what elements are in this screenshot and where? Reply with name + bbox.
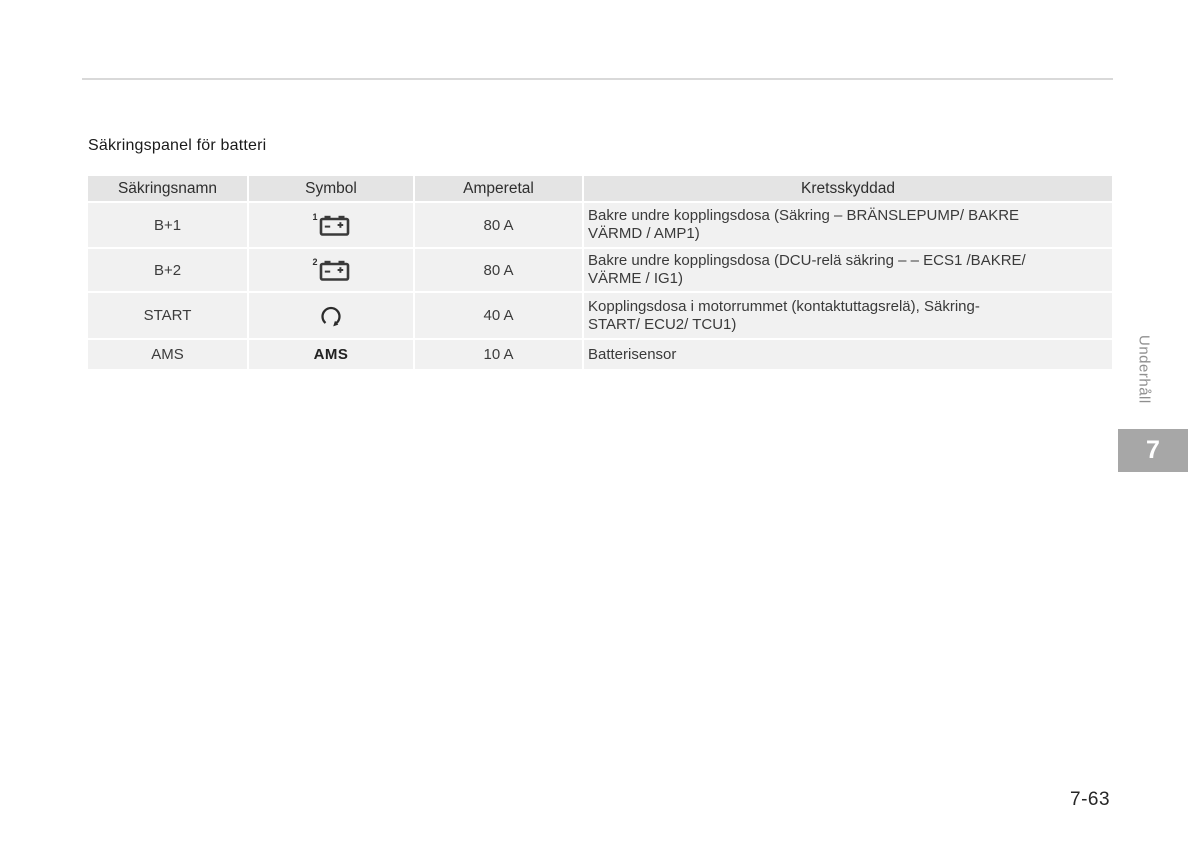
fuse-amperage-cell: 80 A bbox=[415, 203, 582, 247]
fuse-amperage-cell: 80 A bbox=[415, 249, 582, 291]
chapter-number-tab: 7 bbox=[1118, 429, 1188, 472]
column-header-fuse-name: Säkringsnamn bbox=[88, 176, 247, 201]
circuit-text-line: Batterisensor bbox=[588, 345, 677, 363]
fuse-name-cell: START bbox=[88, 293, 247, 338]
fuse-circuit-cell bbox=[584, 249, 1112, 291]
fuse-circuit-cell bbox=[584, 340, 1112, 369]
column-header-circuit: Kretsskyddad bbox=[584, 176, 1112, 201]
page-title: Säkringspanel för batteri bbox=[88, 137, 267, 154]
header-divider-rule bbox=[82, 78, 1113, 80]
circuit-text-line: VÄRME / IG1) bbox=[588, 270, 684, 287]
battery-icon bbox=[319, 215, 350, 236]
fuse-symbol-cell bbox=[249, 203, 413, 247]
column-header-symbol: Symbol bbox=[249, 176, 413, 201]
battery-icon bbox=[319, 260, 350, 281]
circuit-text-line: VÄRMD / AMP1) bbox=[588, 225, 700, 242]
fuse-table bbox=[88, 176, 1112, 369]
fuse-symbol-cell bbox=[249, 293, 413, 338]
battery-icon-superscript: 2 bbox=[312, 257, 318, 267]
fuse-symbol-cell bbox=[249, 249, 413, 291]
circuit-text-line: Kopplingsdosa i motorrummet (kontaktuttagsrelä), Säkring- bbox=[588, 297, 980, 315]
page-number: 7-63 bbox=[1070, 789, 1111, 810]
circuit-text-line: Bakre undre kopplingsdosa (Säkring – BRÄNSLEPUMP/ BAKRE bbox=[588, 207, 1020, 224]
start-circular-arrow-icon bbox=[318, 303, 344, 329]
chapter-side-label: Underhåll bbox=[1135, 335, 1153, 404]
column-header-amperage: Amperetal bbox=[415, 176, 582, 201]
fuse-amperage-cell: 10 A bbox=[415, 340, 582, 369]
circuit-text-line: Bakre undre kopplingsdosa (DCU-relä säkring – – ECS1 /BAKRE/ bbox=[588, 252, 1026, 269]
fuse-name-cell: B+2 bbox=[88, 249, 247, 291]
circuit-text-line: START/ ECU2/ TCU1) bbox=[588, 315, 737, 333]
fuse-amperage-cell: 40 A bbox=[415, 293, 582, 338]
fuse-symbol-cell bbox=[249, 340, 413, 369]
fuse-name-cell: AMS bbox=[88, 340, 247, 369]
fuse-circuit-cell bbox=[584, 293, 1112, 338]
fuse-name-cell: B+1 bbox=[88, 203, 247, 247]
fuse-circuit-cell bbox=[584, 203, 1112, 247]
ams-text-symbol: AMS bbox=[313, 346, 349, 363]
battery-icon-superscript: 1 bbox=[312, 212, 318, 222]
